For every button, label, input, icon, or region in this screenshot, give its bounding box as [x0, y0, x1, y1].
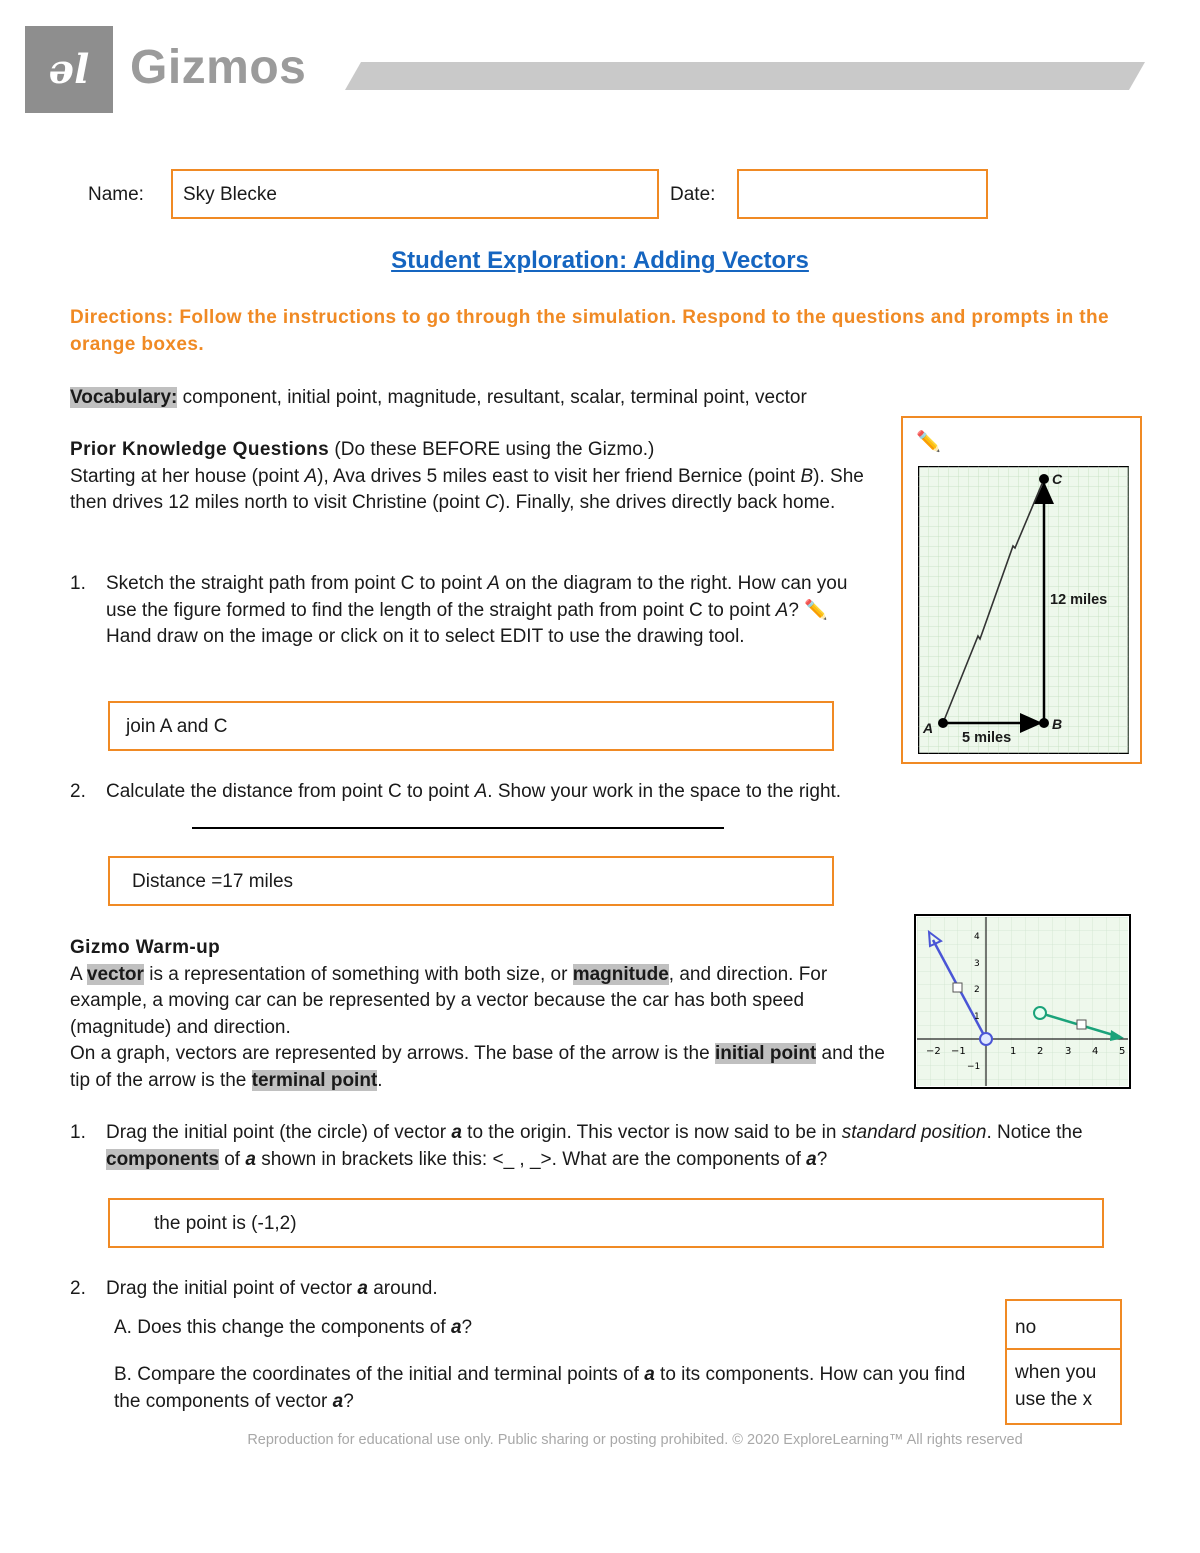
prior-q1-number: 1. — [70, 573, 86, 594]
warmup-q1-text — [106, 1120, 1136, 1173]
q-text: shown in brackets like this: <_ , _>. What are the components of — [255, 1148, 807, 1170]
warmup-section — [70, 935, 890, 1094]
point-a-ref: A — [775, 599, 789, 621]
warmup-heading: Gizmo Warm-up — [70, 937, 221, 958]
q-text: on the diagram to the right. How can you use the figure formed to find the length of the straight path from point C to point — [106, 573, 848, 621]
q-text: A. Does this change the components of — [114, 1317, 451, 1338]
w-text: is a representation of something with both size, or — [143, 963, 573, 985]
vector-a-ref: a — [644, 1364, 655, 1385]
point-a-ref: A — [487, 573, 500, 594]
vector-a-ref: a — [357, 1278, 368, 1299]
q-text: B. Compare the coordinates of the initial and terminal points of — [114, 1364, 645, 1385]
vector-a-ref: a — [450, 1317, 462, 1338]
prior-heading-line — [70, 437, 870, 464]
name-label: Name: — [88, 184, 144, 205]
label-c: C — [1052, 471, 1063, 487]
gizmos-brand: Gizmos — [130, 41, 307, 94]
q-text: Sketch the straight path from point C to point — [106, 573, 488, 594]
copyright-footer: Reproduction for educational use only. Public sharing or posting prohibited. © 2020 ExploreLearning™ All rights reserved — [247, 1432, 1023, 1448]
q-text: around. — [367, 1278, 438, 1299]
y-tick: 2 — [974, 985, 980, 995]
w-text: On a graph, vectors are represented by arrows. The base of the arrow is the — [70, 1043, 715, 1064]
warmup-q1-number: 1. — [70, 1122, 86, 1143]
logo-glyph: əl — [48, 46, 90, 93]
point-a — [938, 718, 948, 728]
prior-heading: Prior Knowledge Questions — [70, 439, 330, 460]
prior-q2-text — [106, 779, 866, 806]
name-value: Sky Blecke — [183, 184, 277, 205]
answer-box-warmup-q2b[interactable] — [1005, 1348, 1122, 1425]
directions: Directions: Follow the instructions to go through the simulation. Respond to the questions and prompts in the orange boxes. — [70, 307, 1109, 355]
warmup-paragraph-1 — [70, 962, 890, 1042]
date-value — [739, 171, 986, 182]
y-tick: 1 — [974, 1012, 980, 1022]
warmup-q2b-text — [114, 1362, 984, 1415]
answer-warmup-q2b: when you use the x — [1015, 1362, 1097, 1410]
prior-intro-text: ), Ava drives 5 miles east to visit her friend Bernice (point — [317, 465, 801, 487]
answer-prior-q1: join A and C — [126, 716, 228, 737]
q-text: ? — [816, 1148, 828, 1170]
vector-a-ref: a — [806, 1148, 817, 1170]
x-tick: 4 — [1092, 1046, 1099, 1057]
warmup-q2a-text — [114, 1315, 974, 1342]
vector-a-initial-point — [980, 1033, 992, 1045]
answer-warmup-q2a: no — [1015, 1317, 1037, 1338]
vocabulary-label: Vocabulary: — [70, 387, 178, 408]
point-c-ref: C — [485, 492, 499, 513]
q-text: . Notice the — [986, 1122, 1083, 1143]
label-5-miles: 5 miles — [962, 730, 1012, 746]
y-tick: 3 — [974, 959, 980, 969]
y-tick: 4 — [974, 932, 980, 942]
term-initial-point: initial point — [714, 1043, 817, 1064]
q-text: Drag the initial point of vector — [106, 1278, 358, 1299]
w-text: and the tip of the arrow is the — [70, 1043, 885, 1091]
triangle-diagram — [918, 466, 1129, 754]
vocabulary-terms: component, initial point, magnitude, resultant, scalar, terminal point, vector — [177, 387, 807, 408]
point-a-ref: A — [474, 781, 488, 802]
pencil-icon: ✏️ — [916, 431, 941, 453]
point-b-ref: B — [800, 465, 814, 487]
w-text: , and direction. For example, a moving car can be represented by a vector because the car has both speed (magnitude) and direction. — [70, 963, 828, 1038]
explorelearning-logo — [25, 26, 113, 113]
q-text: to its components. How can you find the components of vector — [114, 1364, 966, 1412]
term-vector: vector — [86, 963, 144, 985]
prior-q2-number: 2. — [70, 781, 86, 802]
answer-underline — [192, 827, 724, 829]
page-title: Student Exploration: Adding Vectors — [391, 247, 809, 274]
q-text: ? — [461, 1317, 473, 1338]
label-a: A — [923, 720, 934, 736]
prior-heading-note: (Do these BEFORE using the Gizmo.) — [329, 439, 655, 460]
label-b: B — [1052, 716, 1063, 732]
answer-warmup-q1: the point is (-1,2) — [154, 1213, 297, 1234]
x-tick: −2 — [926, 1046, 941, 1057]
term-components: components — [106, 1148, 219, 1170]
prior-knowledge-section — [70, 437, 870, 517]
point-b — [1039, 718, 1049, 728]
term-standard-position: standard position — [841, 1122, 987, 1143]
warmup-q2-text — [106, 1276, 906, 1303]
prior-intro-text: ). She then drives 12 miles north to visit Christine (point — [70, 465, 864, 513]
vector-graph — [917, 917, 1128, 1086]
vector-a-ref: a — [451, 1122, 462, 1143]
q-text: ? ✏️ Hand draw on the image or click on it to select EDIT to use the drawing tool. — [106, 599, 828, 647]
name-field[interactable] — [171, 169, 659, 219]
x-tick: −1 — [951, 1046, 966, 1057]
point-a-ref: A — [304, 465, 318, 487]
prior-intro — [70, 464, 870, 517]
x-tick: 3 — [1065, 1046, 1072, 1057]
answer-prior-q2: Distance =17 miles — [132, 871, 294, 892]
q-text: to the origin. This vector is now said to be in — [461, 1122, 842, 1143]
x-tick: 2 — [1037, 1046, 1044, 1057]
q-text: of — [218, 1148, 246, 1170]
prior-intro-text: Starting at her house (point — [70, 465, 305, 487]
y-tick: −1 — [967, 1062, 981, 1072]
term-magnitude: magnitude — [572, 963, 669, 985]
w-text: A — [70, 963, 87, 985]
answer-box-prior-q1[interactable] — [108, 701, 834, 751]
prior-q1-text — [106, 571, 856, 651]
q-text: Drag the initial point (the circle) of vector — [106, 1122, 452, 1143]
vocabulary-line — [70, 385, 950, 412]
q-text: . Show your work in the space to the right. — [487, 781, 842, 802]
x-tick: 1 — [1010, 1046, 1017, 1057]
answer-box-warmup-q2a[interactable] — [1005, 1299, 1122, 1350]
vector-a-ref: a — [245, 1148, 256, 1170]
vector-a-ref: a — [332, 1390, 344, 1412]
header-bar — [345, 62, 1145, 90]
date-field[interactable] — [737, 169, 988, 219]
point-c — [1039, 474, 1049, 484]
prior-intro-text: ). Finally, she drives directly back home. — [498, 492, 836, 513]
answer-box-prior-q2[interactable] — [108, 856, 834, 906]
answer-box-warmup-q1[interactable] — [108, 1198, 1104, 1248]
w-text: . — [377, 1069, 383, 1091]
date-label: Date: — [670, 184, 716, 205]
label-12-miles: 12 miles — [1050, 592, 1108, 608]
vector-b-initial-point — [1034, 1007, 1046, 1019]
term-terminal-point: terminal point — [251, 1069, 378, 1091]
warmup-paragraph-2 — [70, 1041, 890, 1094]
q-text: Calculate the distance from point C to point — [106, 781, 475, 802]
q-text: ? — [343, 1390, 354, 1412]
warmup-q2-number: 2. — [70, 1278, 86, 1299]
x-tick: 5 — [1119, 1046, 1126, 1057]
